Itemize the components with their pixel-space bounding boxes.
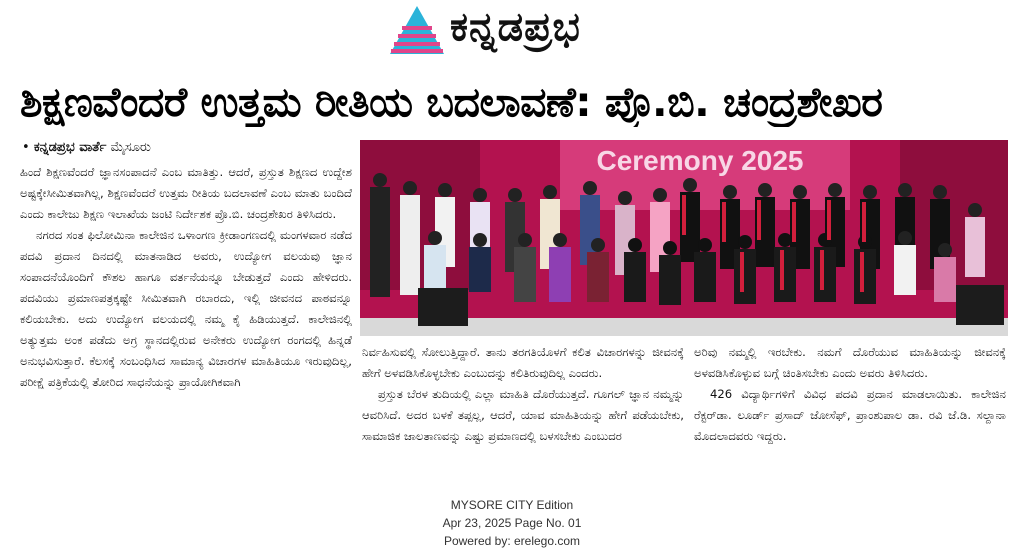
article-paragraph: ಅರಿವು ನಮ್ಮಲ್ಲಿ ಇರಬೇಕು. ನಮಗೆ ದೊರೆಯುವ ಮಾಹಿತಿಯನ್ನು ಜೀವನಕ್ಕೆ ಅಳವಡಿಸಿಕೊಳ್ಳುವ ಬಗ್ಗೆ ಚಿಂತಿಸಬೇಕು ಎಂದು ಅವರು ತಿಳಿಸಿದರು. <box>694 345 1006 380</box>
article-column-3 <box>694 342 1006 492</box>
article-paragraph: 426 ವಿದ್ಯಾರ್ಥಿಗಳಿಗೆ ವಿವಿಧ ಪದವಿ ಪ್ರದಾನ ಮಾಡಲಾಯಿತು. ಕಾಲೇಜಿನ ರೆಕ್ಟರ್‌ಡಾ. ಲೂರ್ಡ್ ಪ್ರಸಾದ್ ಜೋಸೆಫ್, ಪ್ರಾಂಶುಪಾಲ ಡಾ. ರವಿ ಜೆ.ಡಿ. ಸಲ್ದಾನಾ ಮೊದಲಾದವರು ಇದ್ದರು. <box>694 387 1006 443</box>
article-headline: ಶಿಕ್ಷಣವೆಂದರೆ ಉತ್ತಮ ರೀತಿಯ ಬದಲಾವಣೆ: ಪ್ರೊ.ಬಿ. ಚಂದ್ರಶೇಖರ <box>20 78 883 126</box>
edition-footer <box>362 496 662 550</box>
article-column-2 <box>362 342 684 492</box>
stage-banner-text: Ceremony 2025 <box>596 145 804 176</box>
article-column-1 <box>20 162 352 486</box>
kannada-prabha-logo-icon <box>388 4 446 56</box>
ceremony-photo <box>360 140 1008 336</box>
byline-place: ಮೈಸೂರು <box>110 140 151 155</box>
masthead <box>0 0 1024 70</box>
article-paragraph: ಹಿಂದೆ ಶಿಕ್ಷಣವೆಂದರೆ ಜ್ಞಾನಸಂಪಾದನೆ ಎಂಬ ಮಾತಿತ್ತು. ಆದರೆ, ಪ್ರಸ್ತುತ ಶಿಕ್ಷಣದ ಉದ್ದೇಶ ಅಷ್ಟಕ್ಕೇಸೀಮಿತವಾಗಿಲ್ಲ, ಶಿಕ್ಷಣವೆಂದರೆ ಉತ್ತಮ ರೀತಿಯ ಬದಲಾವಣೆ ಎಂಬ ಮಾತು ಬಂದಿದೆ ಎಂದು ಕಾಲೇಜು ಶಿಕ್ಷಣ ಇಲಾಖೆಯ ಜಂಟಿ ನಿರ್ದೇಶಕ ಪ್ರೊ.ಬಿ. ಚಂದ್ರಶೇಖರ ತಿಳಿಸಿದರು. <box>20 165 352 221</box>
byline <box>22 140 151 155</box>
bullet-icon: • <box>22 140 30 155</box>
brand-name: ಕನ್ನಡಪ್ರಭ <box>450 4 581 50</box>
powered-by-link[interactable]: Powered by: erelego.com <box>443 534 581 548</box>
article-paragraph: ಪ್ರಸ್ತುತ ಬೆರಳ ತುದಿಯಲ್ಲಿ ಎಲ್ಲಾ ಮಾಹಿತಿ ದೊರೆಯುತ್ತದೆ. ಗೂಗಲ್ ಜ್ಞಾನ ನಮ್ಮನ್ನು ಆವರಿಸಿದೆ. ಅದರ ಬಳಕೆ ತಪ್ಪಲ್ಲ, ಆದರೆ, ಯಾವ ಮಾಹಿತಿಯನ್ನು ಹೇಗೆ ಪಡೆಯಬೇಕು, ಸಾಮಾಜಿಕ ಜಾಲತಾಣವನ್ನು ಎಷ್ಟು ಪ್ರಮಾಣದಲ್ಲಿ ಬಳಸಬೇಕು ಎಂಬುದರ <box>362 387 684 443</box>
group-photo-illustration <box>360 140 1008 336</box>
article-paragraph: ನಿರ್ವಹಿಸುವಲ್ಲಿ ಸೋಲುತ್ತಿದ್ದಾರೆ. ತಾನು ತರಗತಿಯೊಳಗೆ ಕಲಿತ ವಿಚಾರಗಳನ್ನು ಜೀವನಕ್ಕೆ ಹೇಗೆ ಅಳವಡಿಸಿಕೊಳ್ಳಬೇಕು ಎಂಬುದನ್ನು ಕಲಿತಿರುವುದಿಲ್ಲ ಎಂದರು. <box>362 345 684 380</box>
edition-name: MYSORE CITY Edition <box>450 498 574 512</box>
byline-source: ಕನ್ನಡಪ್ರಭ ವಾರ್ತೆ <box>33 140 107 155</box>
article-paragraph: ನಗರದ ಸಂತ ಫಿಲೋಮಿನಾ ಕಾಲೇಜಿನ ಒಳಾಂಗಣ ಕ್ರೀಡಾಂಗಣದಲ್ಲಿ ಮಂಗಳವಾರ ನಡೆದ ಪದವಿ ಪ್ರದಾನ ದಿನದಲ್ಲಿ ಮಾತನಾಡಿದ ಅವರು, ಉದ್ಯೋಗ ವಲಯವು ಜ್ಞಾನ ಸಂಪಾದನೆಯೊಂದಿಗೆ ಕೌಶಲ ಹಾಗೂ ವರ್ತನೆಯನ್ನೂ ಬೇಡುತ್ತದೆ ಎಂದು ಹೇಳಿದರು. ಪದವಿಯು ಪ್ರಮಾಣಪತ್ರಕ್ಕಷ್ಟೇ ಸೀಮಿತವಾಗಿ ರಬಾರದು, ಇಲ್ಲಿ ಜೀವನದ ಪಾಠವನ್ನೂ ಕಲಿಯಬೇಕು. ಅದು ಉದ್ಯೋಗ ವಲಯದಲ್ಲಿ ನಮ್ಮ ಕೈ ಹಿಡಿಯುತ್ತದೆ. ಕಾಲೇಜಿನಲ್ಲಿ ಅತ್ಯುತ್ತಮ ಅಂಕ ಪಡೆದು ಅಗ್ರ ಸ್ಥಾನದಲ್ಲಿರುವ ಅನೇಕರು ಉದ್ಯೋಗ ರಂಗದಲ್ಲಿ ಹಿನ್ನಡೆ ಅನುಭವಿಸುತ್ತಾರೆ. ಕೆಲಸಕ್ಕೆ ಸಂಬಂಧಿಸಿದ ಸಾಮಾನ್ಯ ವಿಚಾರಗಳ ಮಾಹಿತಿಯೂ ಇರುವುದಿಲ್ಲ, ಪರೀಕ್ಷೆ ಪತ್ರಿಕೆಯಲ್ಲಿ ತೋರಿದ ಸಾಧನೆಯನ್ನು ಪ್ರಾಯೋಗಿಕವಾಗಿ <box>20 228 352 389</box>
edition-date-page: Apr 23, 2025 Page No. 01 <box>442 516 582 530</box>
